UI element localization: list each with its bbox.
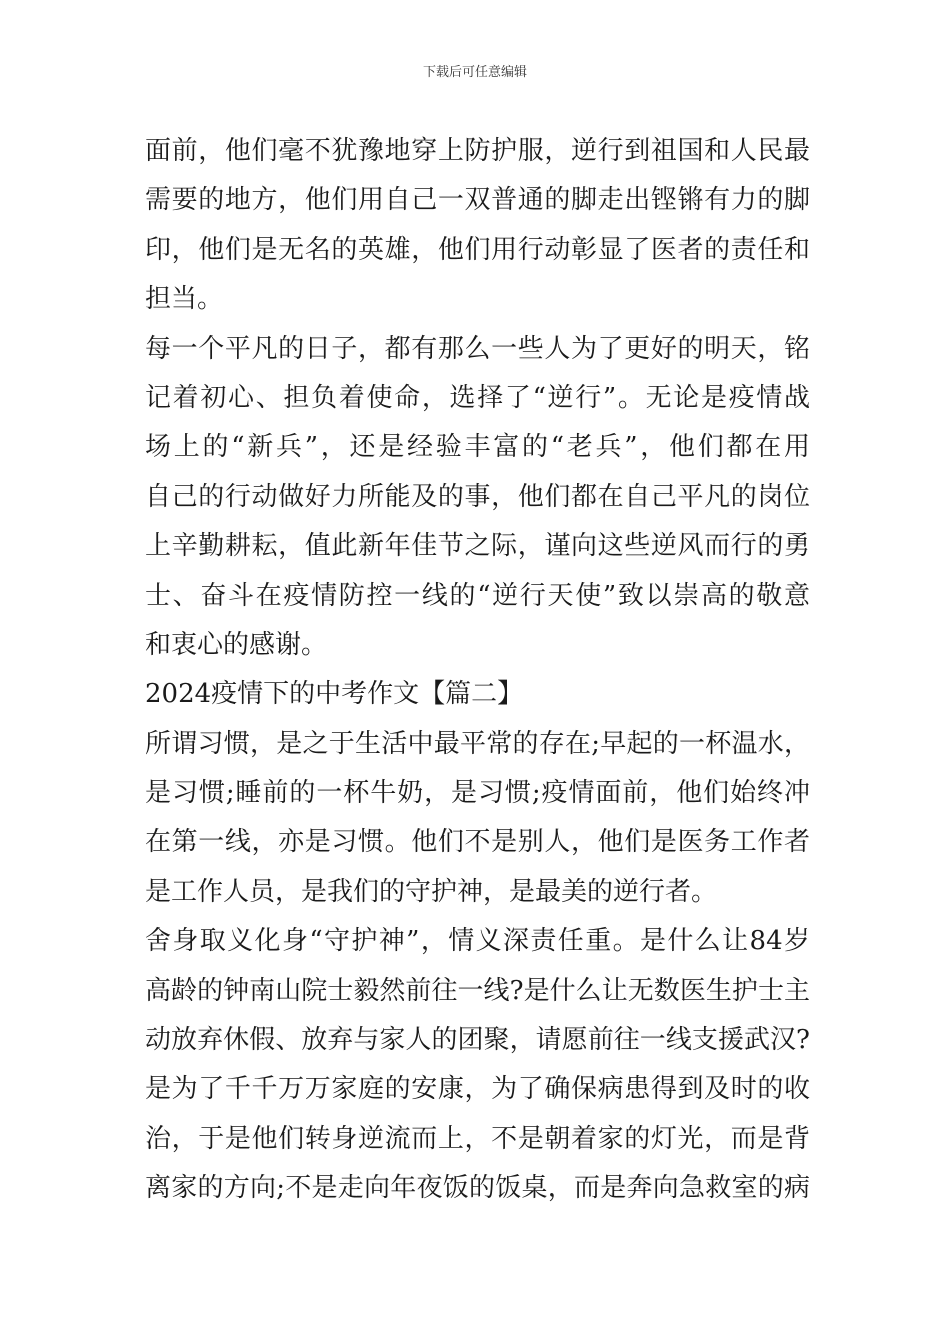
text-line: 场上的“新兵”，还是经验丰富的“老兵”，他们都在用 <box>145 432 810 463</box>
text-line: 离家的方向;不是走向年夜饭的饭桌，而是奔向急救室的病 <box>145 1173 810 1204</box>
text-line: 是习惯;睡前的一杯牛奶，是习惯;疫情面前，他们始终冲 <box>145 778 810 809</box>
text-line: 记着初心、担负着使命，选择了“逆行”。无论是疫情战 <box>145 382 810 413</box>
text-line: 印，他们是无名的英雄，他们用行动彰显了医者的责任和 <box>145 234 810 265</box>
text-line: 所谓习惯，是之于生活中最平常的存在;早起的一杯温水， <box>145 728 810 759</box>
text-line: 治，于是他们转身逆流而上，不是朝着家的灯光，而是背 <box>145 1123 810 1154</box>
text-line: 动放弃休假、放弃与家人的团聚，请愿前往一线支援武汉? <box>145 1025 810 1056</box>
text-line: 2024疫情下的中考作文【篇二】 <box>145 679 524 710</box>
page-header: 下载后可任意编辑 <box>422 65 527 80</box>
text-line: 高龄的钟南山院士毅然前往一线?是什么让无数医生护士主 <box>145 975 810 1006</box>
text-line: 和衷心的感谢。 <box>145 629 328 660</box>
text-line: 自己的行动做好力所能及的事，他们都在自己平凡的岗位 <box>145 481 810 512</box>
text-line: 担当。 <box>145 284 224 315</box>
text-line: 在第一线，亦是习惯。他们不是别人，他们是医务工作者 <box>145 827 810 858</box>
text-line: 士、奋斗在疫情防控一线的“逆行天使”致以崇高的敬意 <box>145 580 810 611</box>
text-line: 每一个平凡的日子，都有那么一些人为了更好的明天，铭 <box>145 333 810 364</box>
text-line: 舍身取义化身“守护神”，情义深责任重。是什么让84岁 <box>145 926 810 957</box>
text-line: 是为了千千万万家庭的安康，为了确保病患得到及时的收 <box>145 1074 810 1105</box>
text-line: 面前，他们毫不犹豫地穿上防护服，逆行到祖国和人民最 <box>145 136 810 166</box>
text-line: 需要的地方，他们用自己一双普通的脚走出铿锵有力的脚 <box>145 185 810 216</box>
text-line: 是工作人员，是我们的守护神，是最美的逆行者。 <box>145 876 718 907</box>
document-body <box>145 127 810 1214</box>
text-line: 上辛勤耕耘，值此新年佳节之际，谨向这些逆风而行的勇 <box>145 531 810 562</box>
